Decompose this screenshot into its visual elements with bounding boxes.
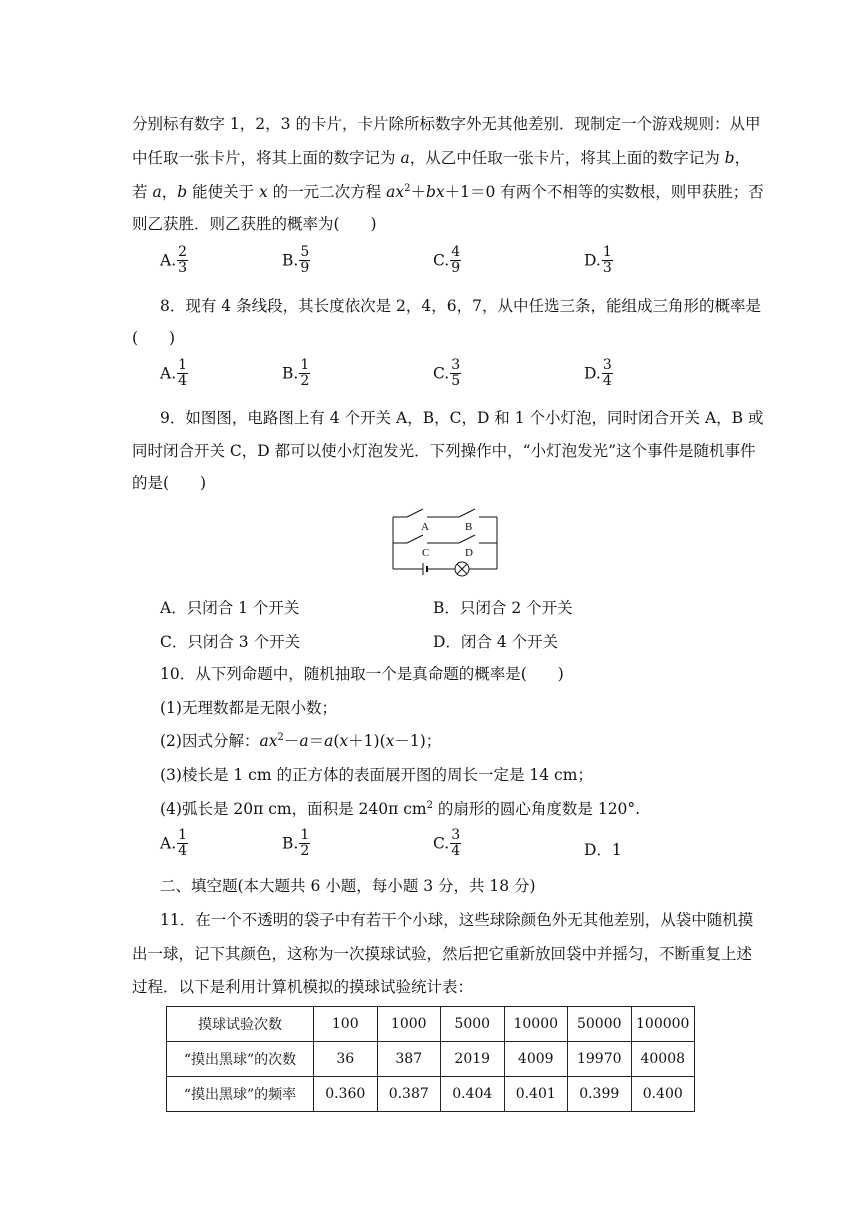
q8-option-b: B. $\frac{1}{2}$ [282, 357, 310, 389]
q9-line-2: 同时闭合开关 C，D 都可以使小灯泡发光．下列操作中，“小灯泡发光”这个事件是随机事件 [132, 442, 756, 460]
q7-line-3: 若 a，b 能使关于 x 的一元二次方程 $ax^2+bx+1=0$ 有两个不相等的实数根，则甲获胜；否 [132, 183, 764, 201]
q9-line-1: 9．如图图，电路图上有 4 个开关 A，B，C，D 和 1 个小灯泡，同时闭合开关 A，B 或 [160, 409, 764, 427]
q10-option-b: B. $\frac{1}{2}$ [282, 827, 310, 859]
q10-statement-4: (4)弧长是 20π cm，面积是 240π $cm^2$ 的扇形的圆心角度数是 120°. [160, 800, 641, 818]
stats-table [166, 1006, 695, 1112]
table-cell: 10000 [504, 1007, 568, 1042]
table-cell: 100 [314, 1007, 378, 1042]
q10-option-d: D．1 [584, 841, 622, 859]
table-row [167, 1077, 695, 1112]
q10-line-1: 10．从下列命题中，随机抽取一个是真命题的概率是( ) [160, 665, 564, 683]
q9-option-d: D．闭合 4 个开关 [433, 633, 559, 651]
table-cell: 5000 [441, 1007, 505, 1042]
q10-option-a: A. $\frac{1}{4}$ [160, 827, 188, 859]
table-cell: 36 [314, 1042, 378, 1077]
q8-option-c: C. $\frac{3}{5}$ [433, 357, 461, 389]
table-cell: 0.400 [631, 1077, 695, 1112]
table-row [167, 1042, 695, 1077]
q7-option-d: D. $\frac{1}{3}$ [584, 244, 612, 276]
q9-option-c: C．只闭合 3 个开关 [160, 633, 301, 651]
table-cell: “摸出黑球”的频率 [167, 1077, 314, 1112]
table-cell: “摸出黑球”的次数 [167, 1042, 314, 1077]
q8-option-d: D. $\frac{3}{4}$ [584, 357, 612, 389]
table-cell: 100000 [631, 1007, 695, 1042]
q10-statement-1: (1)无理数都是无限小数； [160, 699, 337, 717]
section-heading: 二、填空题(本大题共 6 小题，每小题 3 分，共 18 分) [160, 877, 536, 895]
q11-line-1: 11．在一个不透明的袋子中有若干个小球，这些球除颜色外无其他差别，从袋中随机摸 [160, 911, 754, 929]
q10-statement-3: (3)棱长是 1 cm 的正方体的表面展开图的周长一定是 14 cm； [160, 766, 593, 784]
q10-statement-2: (2)因式分解：$ax^2-a=a(x+1)(x-1)$； [160, 732, 442, 750]
q8-line-1: 8．现有 4 条线段，其长度依次是 2，4，6，7，从中任选三条，能组成三角形的概率是 [160, 297, 761, 315]
table-cell: 0.404 [441, 1077, 505, 1112]
q8-line-2: ( ) [132, 329, 176, 347]
switch-c-label: C [422, 547, 430, 559]
q7-line-4: 则乙获胜．则乙获胜的概率为( ) [132, 215, 377, 233]
table-cell: 1000 [377, 1007, 441, 1042]
table-cell: 19970 [568, 1042, 632, 1077]
table-cell: 0.387 [377, 1077, 441, 1112]
q7-option-b: B. $\frac{5}{9}$ [282, 244, 310, 276]
q7-option-a: A. $\frac{2}{3}$ [160, 244, 188, 276]
table-cell: 387 [377, 1042, 441, 1077]
q7-line-2: 中任取一张卡片，将其上面的数字记为 a，从乙中任取一张卡片，将其上面的数字记为 b， [132, 149, 751, 167]
switch-b-label: B [465, 521, 473, 533]
table-row [167, 1007, 695, 1042]
table-cell: 50000 [568, 1007, 632, 1042]
q7-line-1: 分别标有数字 1，2，3 的卡片，卡片除所标数字外无其他差别．现制定一个游戏规则：从甲 [132, 115, 761, 133]
switch-a-label: A [421, 521, 429, 533]
switch-d-label: D [465, 547, 473, 559]
table-cell: 0.399 [568, 1077, 632, 1112]
table-cell: 40008 [631, 1042, 695, 1077]
table-cell: 4009 [504, 1042, 568, 1077]
circuit-diagram [385, 505, 505, 583]
q9-option-b: B．只闭合 2 个开关 [433, 599, 573, 617]
q11-line-2: 出一球，记下其颜色，这称为一次摸球试验，然后把它重新放回袋中并摇匀，不断重复上述 [132, 945, 753, 963]
q11-line-3: 过程．以下是利用计算机模拟的摸球试验统计表： [132, 978, 474, 996]
table-cell: 0.401 [504, 1077, 568, 1112]
table-cell: 0.360 [314, 1077, 378, 1112]
q8-option-a: A. $\frac{1}{4}$ [160, 357, 188, 389]
q7-option-c: C. $\frac{4}{9}$ [433, 244, 461, 276]
q9-option-a: A．只闭合 1 个开关 [160, 599, 300, 617]
q9-line-3: 的是( ) [132, 474, 207, 492]
table-cell: 摸球试验次数 [167, 1007, 314, 1042]
q10-option-c: C. $\frac{3}{4}$ [433, 827, 461, 859]
table-cell: 2019 [441, 1042, 505, 1077]
